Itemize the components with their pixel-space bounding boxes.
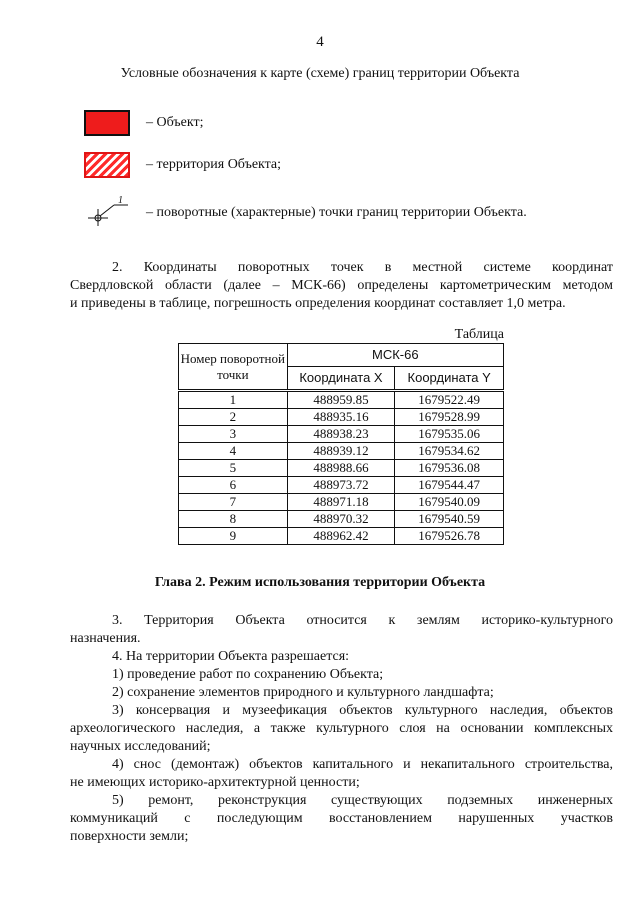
- section-3-line-1: 3. Территория Объекта относится к землям историко-культурного: [112, 613, 613, 628]
- paragraph-2-line-2: Свердловской области (далее – МСК-66) определены картометрическим методом: [70, 278, 613, 293]
- legend-title: Условные обозначения к карте (схеме) границ территории Объекта: [120, 66, 520, 81]
- table-row: [179, 494, 504, 511]
- table-row: [179, 460, 504, 477]
- section-4: [70, 648, 613, 846]
- coordinate-x: 488970.32: [287, 511, 395, 528]
- coordinate-x: 488959.85: [287, 391, 395, 409]
- legend-label-turning-point: – поворотные (характерные) точки границ территории Объекта.: [146, 205, 527, 220]
- section-4-intro: 4. На территории Объекта разрешается:: [112, 649, 350, 664]
- point-number: 2: [179, 409, 288, 426]
- table-row: [179, 409, 504, 426]
- chapter-title: Глава 2. Режим использования территории Объекта: [154, 575, 486, 590]
- point-number: 3: [179, 426, 288, 443]
- coordinates-table: [178, 343, 504, 545]
- table-row: [179, 426, 504, 443]
- point-number: 7: [179, 494, 288, 511]
- coordinate-y: 1679534.62: [395, 443, 504, 460]
- paragraph-2-line-1: 2. Координаты поворотных точек в местной системе координат: [112, 260, 613, 275]
- coordinate-y: 1679536.08: [395, 460, 504, 477]
- header-point-number: Номер поворотной точки: [179, 344, 288, 391]
- point-number: 1: [179, 391, 288, 409]
- section-3: [70, 612, 613, 648]
- coordinate-y: 1679528.99: [395, 409, 504, 426]
- coordinate-y: 1679544.47: [395, 477, 504, 494]
- object-symbol: [84, 110, 130, 136]
- coordinate-x: 488935.16: [287, 409, 395, 426]
- coordinate-y: 1679540.59: [395, 511, 504, 528]
- section-4-item-3-line-3: научных исследований;: [70, 739, 211, 754]
- header-x: Координата X: [287, 367, 395, 391]
- section-4-item-5-line-3: поверхности земли;: [70, 829, 189, 844]
- point-number: 9: [179, 528, 288, 545]
- table-row: [179, 443, 504, 460]
- table-row: [179, 528, 504, 545]
- coordinate-x: 488973.72: [287, 477, 395, 494]
- table-caption: Таблица: [454, 327, 504, 342]
- point-number: 6: [179, 477, 288, 494]
- table-row: [179, 477, 504, 494]
- legend-label-territory: – территория Объекта;: [146, 157, 282, 172]
- page-number: 4: [316, 34, 324, 50]
- marker-number: 1: [118, 196, 123, 206]
- section-4-item-1: 1) проведение работ по сохранению Объекта;: [112, 667, 384, 682]
- legend-item-turning-point: [84, 198, 527, 228]
- point-number: 4: [179, 443, 288, 460]
- table-row: [179, 511, 504, 528]
- coordinate-x: 488962.42: [287, 528, 395, 545]
- coordinate-x: 488988.66: [287, 460, 395, 477]
- section-4-item-4-line-1: 4) снос (демонтаж) объектов капитального и некапитального строительства,: [112, 757, 613, 772]
- coordinate-x: 488938.23: [287, 426, 395, 443]
- point-number: 8: [179, 511, 288, 528]
- paragraph-2: [70, 259, 613, 313]
- point-number: 5: [179, 460, 288, 477]
- section-3-line-2: назначения.: [70, 631, 141, 646]
- section-4-item-2: 2) сохранение элементов природного и культурного ландшафта;: [112, 685, 494, 700]
- legend-item-territory: [84, 150, 281, 180]
- legend-label-object: – Объект;: [146, 115, 204, 130]
- section-4-item-3-line-2: археологического наследия, а также культурного слоя на основании комплексных: [70, 721, 613, 736]
- turning-point-marker-icon: [84, 196, 130, 226]
- section-4-item-4-line-2: не имеющих историко-архитектурной ценности;: [70, 775, 360, 790]
- header-y: Координата Y: [395, 367, 504, 391]
- coordinate-y: 1679522.49: [395, 391, 504, 409]
- table-row: [179, 391, 504, 409]
- territory-symbol: [84, 152, 130, 178]
- coordinate-y: 1679526.78: [395, 528, 504, 545]
- coordinate-y: 1679540.09: [395, 494, 504, 511]
- coordinate-x: 488939.12: [287, 443, 395, 460]
- section-4-item-3-line-1: 3) консервация и музеефикация объектов культурного наследия, объектов: [112, 703, 613, 718]
- section-4-item-5-line-2: коммуникаций с последующим восстановлением нарушенных участков: [70, 811, 613, 826]
- coordinate-y: 1679535.06: [395, 426, 504, 443]
- header-coordinate-system: МСК-66: [287, 344, 503, 367]
- paragraph-2-line-3: и приведены в таблице, погрешность определения координат составляет 1,0 метра.: [70, 296, 566, 311]
- coordinate-x: 488971.18: [287, 494, 395, 511]
- legend-item-object: [84, 108, 203, 138]
- section-4-item-5-line-1: 5) ремонт, реконструкция существующих подземных инженерных: [112, 793, 613, 808]
